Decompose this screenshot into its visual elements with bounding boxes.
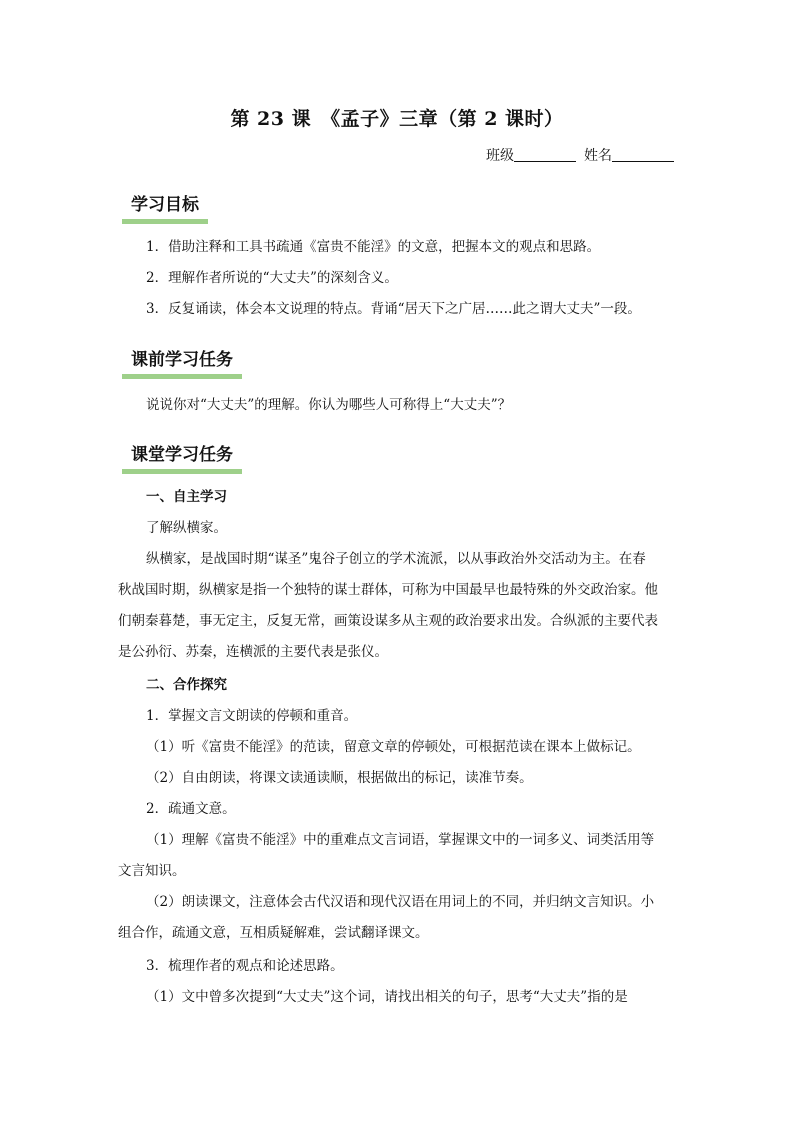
task2-b-line: （2）朗读课文，注意体会古代汉语和现代汉语在用词上的不同，并归纳文言知识。小 [146, 894, 655, 910]
class-blank[interactable] [514, 147, 576, 162]
task2-a-line: 文言知识。 [118, 863, 186, 879]
goal-item: 1．借助注释和工具书疏通《富贵不能淫》的文意，把握本文的观点和思路。 [146, 239, 601, 255]
name-label: 姓名 [584, 148, 612, 164]
task3: 3．梳理作者的观点和论述思路。 [146, 958, 344, 974]
part1-intro: 了解纵横家。 [146, 520, 227, 536]
name-blank[interactable] [612, 147, 674, 162]
class-label: 班级 [486, 148, 514, 164]
part1-para-line: 秋战国时期，纵横家是指一个独特的谋士群体，可称为中国最早也最特殊的外交政治家。他 [118, 582, 658, 598]
task1: 1．掌握文言文朗读的停顿和重音。 [146, 708, 358, 724]
goal-item: 3．反复诵读，体会本文说理的特点。背诵“居天下之广居……此之谓大丈夫”一段。 [146, 301, 641, 317]
goals-heading: 学习目标 [122, 194, 208, 224]
task1-b: （2）自由朗读，将课文读通读顺，根据做出的标记，读准节奏。 [146, 770, 533, 786]
page-title: 第 23 课 《孟子》三章（第 2 课时） [230, 108, 564, 130]
part1-para-line: 们朝秦暮楚，事无定主，反复无常，画策设谋多从主观的政治要求出发。合纵派的主要代表 [118, 613, 658, 629]
class-name-fields [486, 145, 674, 165]
task1-a: （1）听《富贵不能淫》的范读，留意文章的停顿处，可根据范读在课本上做标记。 [146, 739, 641, 755]
part2-title: 二、合作探究 [146, 677, 227, 693]
inclass-heading: 课堂学习任务 [122, 444, 242, 474]
task2-b-line: 组合作，疏通文意，互相质疑解难，尝试翻译课文。 [118, 925, 429, 941]
task2: 2．疏通文意。 [146, 801, 236, 817]
preclass-text: 说说你对“大丈夫”的理解。你认为哪些人可称得上“大丈夫”？ [146, 397, 512, 413]
task2-a-line: （1）理解《富贵不能淫》中的重难点文言词语，掌握课文中的一词多义、词类活用等 [146, 832, 655, 848]
part1-title: 一、自主学习 [146, 489, 227, 505]
part1-para-line: 纵横家，是战国时期“谋圣”鬼谷子创立的学术流派，以从事政治外交活动为主。在春 [146, 551, 646, 567]
preclass-heading: 课前学习任务 [122, 349, 242, 379]
task3-a: （1）文中曾多次提到“大丈夫”这个词，请找出相关的句子，思考“大丈夫”指的是 [146, 989, 628, 1005]
goal-item: 2．理解作者所说的“大丈夫”的深刻含义。 [146, 270, 398, 286]
part1-para-line: 是公孙衍、苏秦，连横派的主要代表是张仪。 [118, 644, 388, 660]
